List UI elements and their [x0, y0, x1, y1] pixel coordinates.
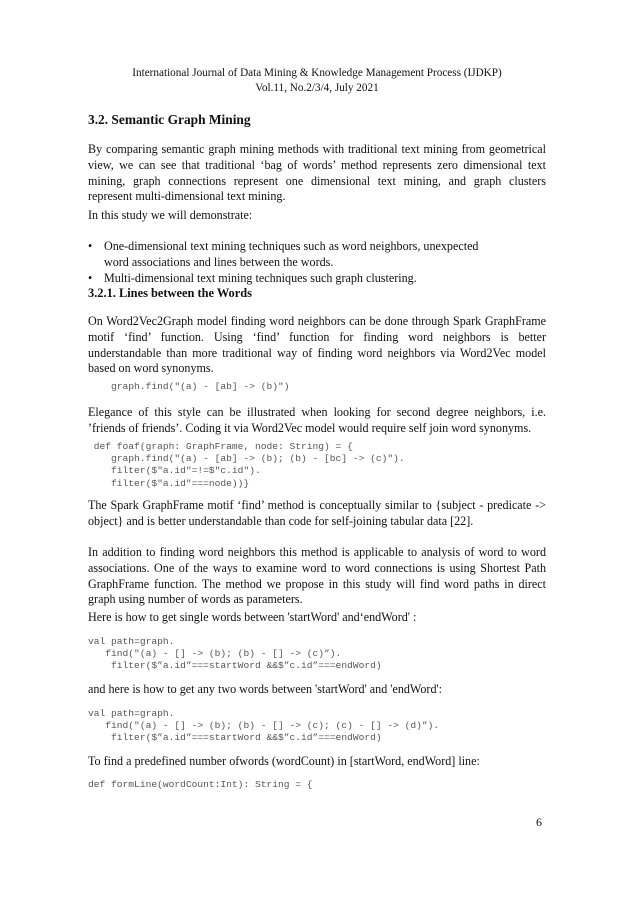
subsection-paragraph-3: The Spark GraphFrame motif ‘find’ method is conceptually similar to {subject - predicate -> object} and is better understandable than code for self-joining tabular data [22].: [88, 498, 546, 528]
technique-list: [88, 239, 546, 286]
code-block-find: graph.find("(a) - [ab] -> (b)"): [88, 381, 290, 392]
section-intro-paragraph: By comparing semantic graph mining methods with traditional text mining from geometrical view, we can see that traditional ‘bag of words’ method represents zero dimensional text mining, graph connections represent one dimensional text mining, and graph clusters represent multi-dimensional text mining.: [88, 142, 546, 204]
section-title: 3.2. Semantic Graph Mining: [88, 112, 251, 127]
list-item: [88, 239, 546, 271]
page-number: 6: [536, 815, 542, 829]
subsection-paragraph-5: Here is how to get single words between 'startWord' and‘endWord' :: [88, 610, 417, 624]
code-block-two-words: val path=graph. find("(a) - [] -> (b); (b) - [] -> (c); (c) - [] -> (d)”). filter($”a.id”===startWord &&$”c.id”===endWord): [88, 708, 440, 744]
journal-header-line1: International Journal of Data Mining & Knowledge Management Process (IJDKP): [132, 67, 502, 79]
subsection-paragraph-6: and here is how to get any two words between 'startWord' and 'endWord':: [88, 682, 443, 696]
list-item: [88, 271, 546, 287]
subsection-paragraph-7: To find a predefined number ofwords (wordCount) in [startWord, endWord] line:: [88, 754, 480, 768]
page-body: [88, 66, 546, 790]
code-block-foaf: def foaf(graph: GraphFrame, node: String) = { graph.find("(a) - [ab] -> (b); (b) - [bc] -> (c)"). filter($"a.id"=!=$"c.id"). filter($"a.id"===node))}: [93, 441, 405, 489]
journal-header-line2: Vol.11, No.2/3/4, July 2021: [255, 82, 379, 94]
bullet-icon: •: [88, 239, 93, 253]
subsection-paragraph-4: In addition to finding word neighbors this method is applicable to analysis of word to word associations. One of the ways to examine word to word connections is using Shortest Path GraphFrame function. The method we propose in this study will find word paths in direct graph using number of words as parameters.: [88, 545, 546, 607]
subsection-paragraph-1: On Word2Vec2Graph model finding word neighbors can be done through Spark GraphFrame motif ‘find’ function. Using ‘find’ function for finding word neighbors is better understandable than more traditional way of finding word neighbors via Word2Vec model based on word synonyms.: [88, 314, 546, 376]
list-item-text: Multi-dimensional text mining techniques such graph clustering.: [104, 270, 417, 285]
subsection-paragraph-2: Elegance of this style can be illustrated when looking for second degree neighbors, i.e. ’friends of friends’. Coding it via Word2Vec model would require self join word synonyms.: [88, 405, 546, 435]
code-block-single-words: val path=graph. find("(a) - [] -> (b); (b) - [] -> (c)”). filter($”a.id”===startWord &&$”c.id”===endWord): [88, 636, 382, 672]
bullet-icon: •: [88, 270, 93, 285]
subsection-title: 3.2.1. Lines between the Words: [88, 286, 252, 300]
list-item-text: One-dimensional text mining techniques such as word neighbors, unexpected word associations and lines between the words.: [104, 239, 479, 269]
demonstrate-paragraph: In this study we will demonstrate:: [88, 208, 253, 222]
code-block-formline: def formLine(wordCount:Int): String = {: [88, 779, 313, 790]
